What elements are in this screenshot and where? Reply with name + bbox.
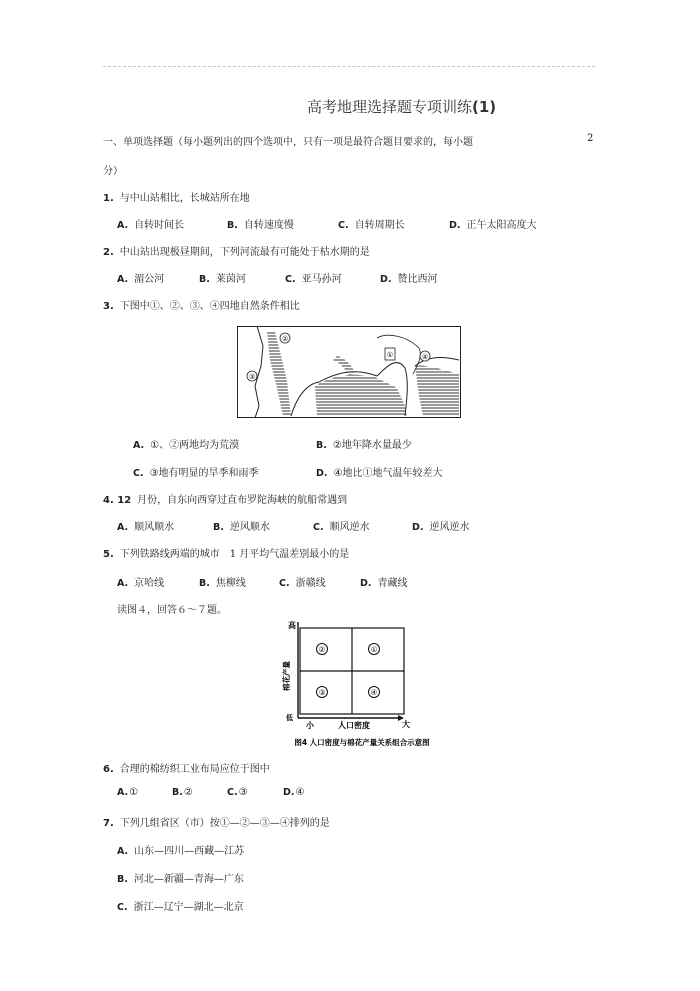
option-key: D. <box>449 220 461 231</box>
option-text: ①、②两地均为荒漠 <box>150 440 240 451</box>
fig4-y-label: 棉花产量 <box>282 661 291 691</box>
option-text: 正午太阳高度大 <box>466 220 537 231</box>
map-label-2: ② <box>281 335 289 343</box>
option-text: 山东—四川—西藏—江苏 <box>134 846 245 857</box>
map-label-1: ① <box>386 351 394 359</box>
fig4-y-bottom: 低 <box>286 714 293 722</box>
question-7-stem <box>103 814 330 829</box>
fig4-y-top: 高 <box>288 621 296 630</box>
option-key: B. <box>199 578 210 589</box>
fig4-cell-bl: ③ <box>318 688 326 697</box>
option-key: C. <box>117 902 128 913</box>
option-key: D. <box>283 787 295 798</box>
option-text: ②地年降水量最少 <box>332 440 412 451</box>
figure-4 <box>276 618 452 750</box>
fig4-x-small: 小 <box>306 721 314 730</box>
q5-option-c[interactable] <box>279 574 326 589</box>
q1-option-a[interactable] <box>117 216 184 231</box>
q6-option-b[interactable] <box>172 787 193 798</box>
option-text: ④ <box>295 787 305 798</box>
option-key: D. <box>360 578 372 589</box>
q4-option-c[interactable] <box>313 518 370 533</box>
option-key: A. <box>117 220 129 231</box>
option-key: B. <box>199 274 210 285</box>
question-4-stem <box>103 491 347 506</box>
option-key: D. <box>380 274 392 285</box>
fig4-caption: 图4 人口密度与棉花产量关系组合示意图 <box>294 738 430 747</box>
option-key: C. <box>279 578 290 589</box>
question-2-stem <box>103 243 370 258</box>
q7-option-a[interactable] <box>117 842 244 857</box>
question-6-stem <box>103 760 270 775</box>
fig4-cell-tl: ② <box>318 645 326 654</box>
q3-option-a[interactable] <box>133 436 239 451</box>
option-text: 亚马孙河 <box>301 274 342 285</box>
read-figure-instruction: 读图４，回答６～７题。 <box>117 605 227 616</box>
question-number: 5. <box>103 549 114 560</box>
option-text: 逆风逆水 <box>429 522 470 533</box>
question-text: 合理的棉纺织工业布局应位于图中 <box>119 764 270 775</box>
option-key: B. <box>213 522 224 533</box>
option-key: C. <box>313 522 324 533</box>
q1-option-b[interactable] <box>227 216 294 231</box>
question-number: 1. <box>103 193 114 204</box>
title-number: (1) <box>472 98 497 116</box>
title-text: 高考地理选择题专项训练 <box>307 98 473 116</box>
option-key: A. <box>117 846 129 857</box>
q7-option-c[interactable] <box>117 898 244 913</box>
map-label-3: ③ <box>248 373 256 381</box>
option-text: 湄公河 <box>134 274 165 285</box>
question-text: 与中山站相比，长城站所在地 <box>119 193 250 204</box>
option-text: 自转周期长 <box>354 220 405 231</box>
option-key: A. <box>117 522 129 533</box>
option-text: ④地比①地气温年较差大 <box>333 468 443 479</box>
q7-option-b[interactable] <box>117 870 244 885</box>
option-text: 青藏线 <box>377 578 408 589</box>
option-text: 河北—新疆—青海—广东 <box>133 874 244 885</box>
question-text: 下图中①、②、③、④四地自然条件相比 <box>119 301 300 312</box>
header-rule <box>103 66 595 67</box>
q3-option-c[interactable] <box>133 464 259 479</box>
bay-of-bengal <box>415 366 459 416</box>
option-key: B. <box>227 220 238 231</box>
option-text: ① <box>129 787 139 798</box>
page-title <box>307 96 496 117</box>
q2-option-d[interactable] <box>380 270 438 285</box>
option-key: A. <box>117 578 129 589</box>
option-key: C. <box>133 468 144 479</box>
option-key: C. <box>227 787 238 798</box>
q6-option-a[interactable] <box>117 787 138 798</box>
fig4-cell-br: ④ <box>370 688 378 697</box>
q6-option-d[interactable] <box>283 787 304 798</box>
question-text: 月份，自东向西穿过直布罗陀海峡的航船常遇到 <box>137 495 348 506</box>
option-text: 焦柳线 <box>215 578 246 589</box>
question-text: 下列几组省区（市）按①—②—③—④排列的是 <box>119 818 330 829</box>
option-text: 逆风顺水 <box>229 522 270 533</box>
option-key: C. <box>285 274 296 285</box>
option-key: A. <box>133 440 145 451</box>
option-key: D. <box>412 522 424 533</box>
option-text: 浙赣线 <box>295 578 326 589</box>
question-number: 3. <box>103 301 114 312</box>
option-text: 顺风逆水 <box>329 522 370 533</box>
q2-option-b[interactable] <box>199 270 246 285</box>
fig4-x-big: 大 <box>402 720 410 729</box>
q3-option-d[interactable] <box>316 464 442 479</box>
region-map <box>237 326 461 418</box>
question-1-stem <box>103 189 250 204</box>
q1-option-c[interactable] <box>338 216 405 231</box>
option-text: 顺风顺水 <box>134 522 175 533</box>
option-text: 莱茵河 <box>215 274 246 285</box>
option-text: 自转速度慢 <box>243 220 294 231</box>
option-key: A. <box>117 274 129 285</box>
q4-option-a[interactable] <box>117 518 174 533</box>
option-key: B. <box>316 440 327 451</box>
q2-option-c[interactable] <box>285 270 342 285</box>
q5-option-a[interactable] <box>117 574 164 589</box>
question-number: 2. <box>103 247 114 258</box>
q1-option-d[interactable] <box>449 216 537 231</box>
q2-option-a[interactable] <box>117 270 164 285</box>
option-text: ③ <box>238 787 248 798</box>
option-key: A. <box>117 787 129 798</box>
option-text: ② <box>183 787 193 798</box>
question-3-stem <box>103 297 300 312</box>
fig4-cell-tr: ① <box>370 645 378 654</box>
option-text: 京哈线 <box>134 578 165 589</box>
option-key: B. <box>117 874 128 885</box>
option-key: D. <box>316 468 328 479</box>
option-text: ③地有明显的旱季和雨季 <box>149 468 259 479</box>
q4-option-d[interactable] <box>412 518 470 533</box>
option-key: C. <box>338 220 349 231</box>
question-number: 6. <box>103 764 114 775</box>
q6-option-c[interactable] <box>227 787 248 798</box>
q4-option-b[interactable] <box>213 518 270 533</box>
q5-option-d[interactable] <box>360 574 408 589</box>
q5-option-b[interactable] <box>199 574 246 589</box>
question-text: 中山站出现极昼期间，下列河流最有可能处于枯水期的是 <box>119 247 370 258</box>
q3-option-b[interactable] <box>316 436 412 451</box>
option-text: 赞比西河 <box>397 274 438 285</box>
section-heading: 一、单项选择题（每小题列出的四个选项中，只有一项是最符合题目要求的，每小题 <box>103 137 473 148</box>
section-unit: 分） <box>103 166 123 177</box>
map-label-4: ④ <box>421 353 429 361</box>
option-text: 浙江—辽宁—湖北—北京 <box>133 902 244 913</box>
section-score: 2 <box>587 133 594 144</box>
question-number: 7. <box>103 818 114 829</box>
option-text: 自转时间长 <box>134 220 185 231</box>
option-key: B. <box>172 787 183 798</box>
question-text: 下列铁路线两端的城市 1 月平均气温差别最小的是 <box>119 549 350 560</box>
fig4-x-label: 人口密度 <box>338 721 370 730</box>
question-number: 4. 12 <box>103 495 132 506</box>
question-5-stem <box>103 545 349 560</box>
